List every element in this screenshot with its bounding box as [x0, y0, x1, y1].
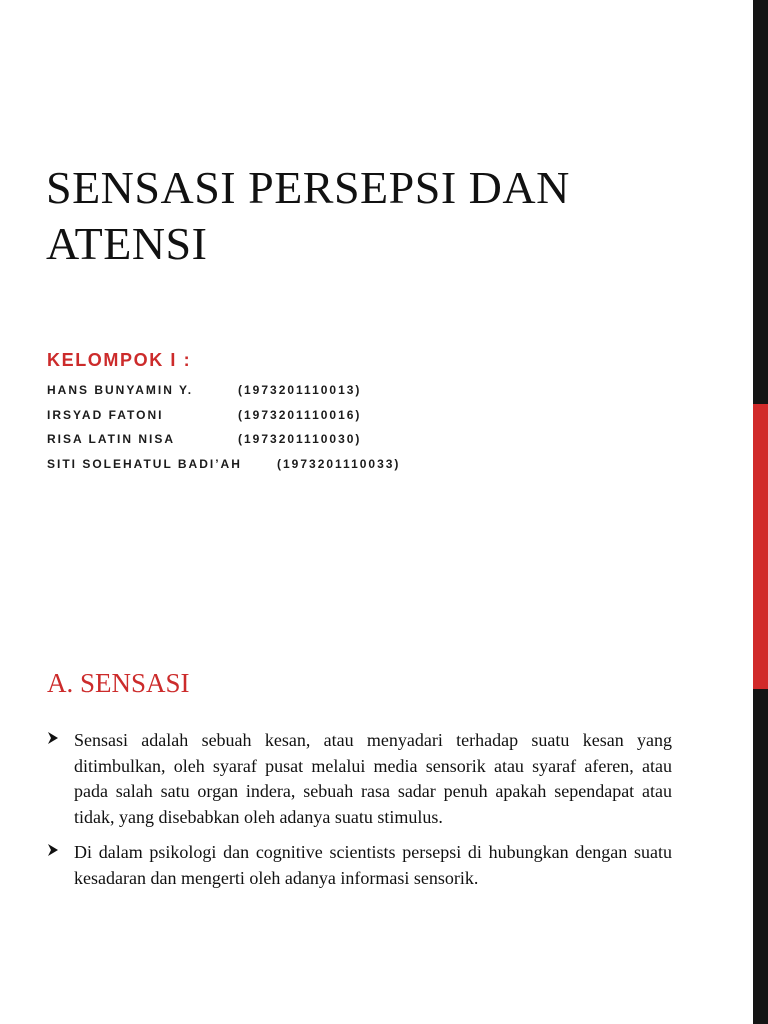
slide-title: SENSASI PERSEPSI DAN ATENSI: [46, 162, 570, 269]
bullet-list: [46, 728, 672, 901]
member-name: IRSYAD FATONI: [47, 407, 164, 422]
bullet-item: [46, 840, 672, 891]
bullet-text: Di dalam psikologi dan cognitive scientists persepsi di hubungkan dengan suatu kesadaran dan mengerti oleh adanya informasi sensorik.: [74, 842, 672, 888]
section-heading: A. SENSASI: [47, 668, 190, 698]
arrow-bullet-icon: [46, 731, 60, 745]
member-id: (1973201110013): [238, 383, 362, 397]
bullet-text: Sensasi adalah sebuah kesan, atau menyadari terhadap suatu kesan yang ditimbulkan, oleh syaraf pusat melalui media sensorik atau syaraf aferen, atau pada salah satu organ indera, sebuah rasa sadar penuh apakah sependapat atau tidak, yang disebabkan oleh adanya suatu stimulus.: [74, 730, 672, 827]
member-id: (1973201110016): [238, 407, 362, 422]
member-id: (1973201110033): [277, 456, 401, 471]
arrow-bullet-icon: [46, 843, 60, 857]
member-name: SITI SOLEHATUL BADI’AH: [47, 456, 242, 471]
group-heading: KELOMPOK I :: [47, 350, 192, 370]
bullet-item: [46, 728, 672, 830]
member-name: RISA LATIN NISA: [47, 432, 175, 446]
right-edge-accent: [753, 404, 768, 689]
member-id: (1973201110030): [238, 432, 362, 446]
slide-divider: [0, 512, 753, 514]
member-name: HANS BUNYAMIN Y.: [47, 383, 194, 397]
